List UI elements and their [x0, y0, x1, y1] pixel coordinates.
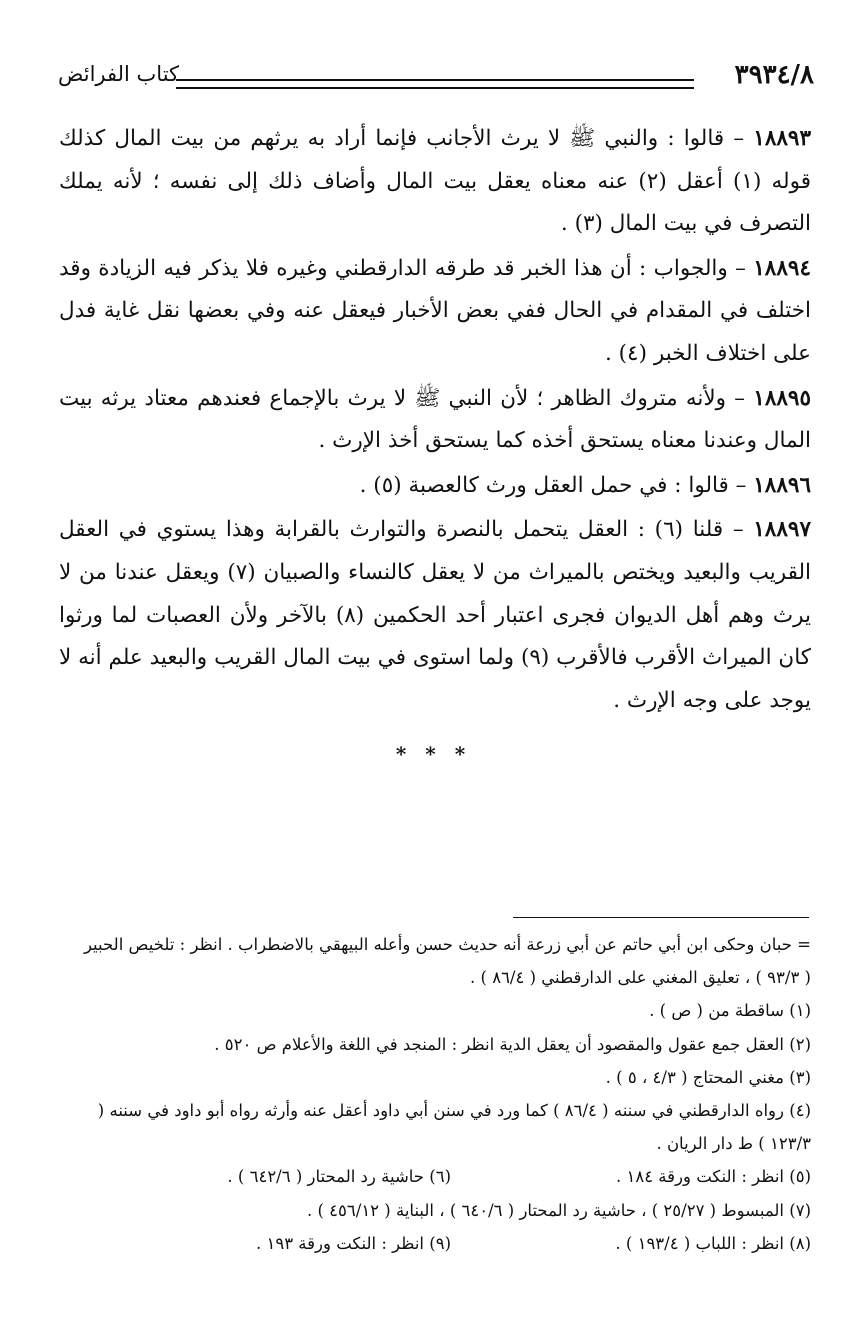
footnote-3: (٣) مغني المحتاج ( ٤/٣ ، ٥ ) .: [605, 1067, 811, 1087]
footnote-9: (٩) انظر : النكت ورقة ١٩٣ .: [255, 1233, 451, 1253]
footnote-rule: [513, 917, 809, 918]
footnote-continuation: = حبان وحكى ابن أبي حاتم عن أبي زرعة أنه حديث حسن وأعله البيهقي بالاضطراب . انظر : تلخيص الحبير: [83, 935, 811, 954]
footnote-6: (٦) حاشية رد المحتار ( ٦٤٢/٦ ) .: [227, 1167, 451, 1187]
paragraph-number: ١٨٨٩٤: [753, 255, 811, 281]
footnotes: [55, 928, 811, 1260]
footnote-continuation: ( ٩٣/٣ ) ، تعليق المغني على الدارقطني ( ٨٦/٤ ) .: [470, 968, 811, 988]
paragraph-text: والجواب : أن هذا الخبر قد طرقه الدارقطني وغيره فلا يذكر فيه الزيادة وقد اختلف في المقدام في الحال ففي بعض الأخبار فيعقل عنه وفي بعضها نقل غاية فدل على اختلاف الخبر (٤) .: [59, 255, 811, 366]
book-title: كتاب الفرائض: [58, 62, 180, 86]
footnote-5: (٥) انظر : النكت ورقة ١٨٤ .: [615, 1167, 811, 1187]
footnote-4: (٤) رواه الدارقطني في سننه ( ٨٦/٤ ) كما ورد في سنن أبي داود أعقل عنه وأرثه رواه أبو داود في سننه ( ١٢٣/٣ ) ط دار الريان .: [97, 1101, 811, 1154]
header-double-rule: [176, 79, 694, 89]
paragraph-number: ١٨٨٩٣: [753, 126, 812, 151]
paragraph-18897: ١٨٨٩٧ – قلنا (٦) : العقل يتحمل بالنصرة والتوارث بالقرابة وهذا يستوي في العقل القريب والبعيد ويختص بالميراث من لا يعقل كالنساء والصبيان (٧) ويعقل عندنا من لا يرث وهم أهل الديوان فجرى اعتبار أحد الحكمين (٨) بالآخر ولأن العصبات لما ورثوا كان الميراث الأقرب فالأقرب (٩) ولما استوى في بيت المال القريب والبعيد علم أنه لا يوجد على وجه الإرث .: [59, 517, 811, 713]
paragraph-number: ١٨٨٩٥: [753, 385, 812, 411]
paragraph-number: ١٨٨٩٧: [753, 517, 811, 543]
footnote-2: (٢) العقل جمع عقول والمقصود أن يعقل الدية انظر : المنجد في اللغة والأعلام ص ٥٢٠ .: [214, 1034, 811, 1054]
main-text: [59, 118, 811, 724]
paragraph-18893: ١٨٨٩٣ – قالوا : والنبي ﷺ لا يرث الأجانب فإنما أراد به يرثهم من بيت المال كذلك قوله (١) أعقل (٢) عنه معناه يعقل بيت المال وأضاف ذلك إلى نفسه ؛ لأنه يملك التصرف في بيت المال (٣) .: [59, 126, 812, 237]
section-separator: * * *: [395, 742, 472, 766]
paragraph-text: قالوا : والنبي ﷺ لا يرث الأجانب فإنما أراد به يرثهم من بيت المال كذلك قوله (١) أعقل (٢) عنه معناه يعقل بيت المال وأضاف ذلك إلى نفسه ؛ لأنه يملك التصرف في بيت المال (٣) .: [59, 126, 811, 237]
footnote-8: (٨) انظر : اللباب ( ١٩٣/٤ ) .: [615, 1233, 811, 1253]
paragraph-text: قلنا (٦) : العقل يتحمل بالنصرة والتوارث بالقرابة وهذا يستوي في العقل القريب والبعيد ويختص بالميراث من لا يعقل كالنساء والصبيان (٧) ويعقل عندنا من لا يرث وهم أهل الديوان فجرى اعتبار أحد الحكمين (٨) بالآخر ولأن العصبات لما ورثوا كان الميراث الأقرب فالأقرب (٩) ولما استوى في بيت المال القريب والبعيد علم أنه لا يوجد على وجه الإرث .: [59, 517, 811, 713]
footnote-1: (١) ساقطة من ( ص ) .: [649, 1001, 811, 1021]
paragraph-text: ولأنه متروك الظاهر ؛ لأن النبي ﷺ لا يرث بالإجماع فعندهم معتاد يرثه بيت المال وعندنا معناه يستحق أخذه كما يستحق أخذ الإرث .: [59, 385, 811, 454]
paragraph-18896: ١٨٨٩٦ – قالوا : في حمل العقل ورث كالعصبة (٥) .: [359, 472, 811, 498]
paragraph-number: ١٨٨٩٦: [753, 472, 811, 498]
footnote-7: (٧) المبسوط ( ٢٥/٢٧ ) ، حاشية رد المحتار ( ٦٤٠/٦ ) ، البناية ( ٤٥٦/١٢ ) .: [307, 1200, 811, 1220]
paragraph-text: قالوا : في حمل العقل ورث كالعصبة (٥) .: [359, 472, 729, 498]
footnote-row: [55, 1160, 811, 1193]
page-header: [58, 60, 814, 100]
page-number: ٣٩٣٤/٨: [734, 60, 814, 90]
paragraph-18894: ١٨٨٩٤ – والجواب : أن هذا الخبر قد طرقه الدارقطني وغيره فلا يذكر فيه الزيادة وقد اختلف في المقدام في الحال ففي بعض الأخبار فيعقل عنه وفي بعضها نقل غاية فدل على اختلاف الخبر (٤) .: [59, 255, 811, 366]
paragraph-18895: ١٨٨٩٥ – ولأنه متروك الظاهر ؛ لأن النبي ﷺ لا يرث بالإجماع فعندهم معتاد يرثه بيت المال وعندنا معناه يستحق أخذه كما يستحق أخذ الإرث .: [59, 385, 812, 454]
footnote-row: [55, 1227, 811, 1260]
